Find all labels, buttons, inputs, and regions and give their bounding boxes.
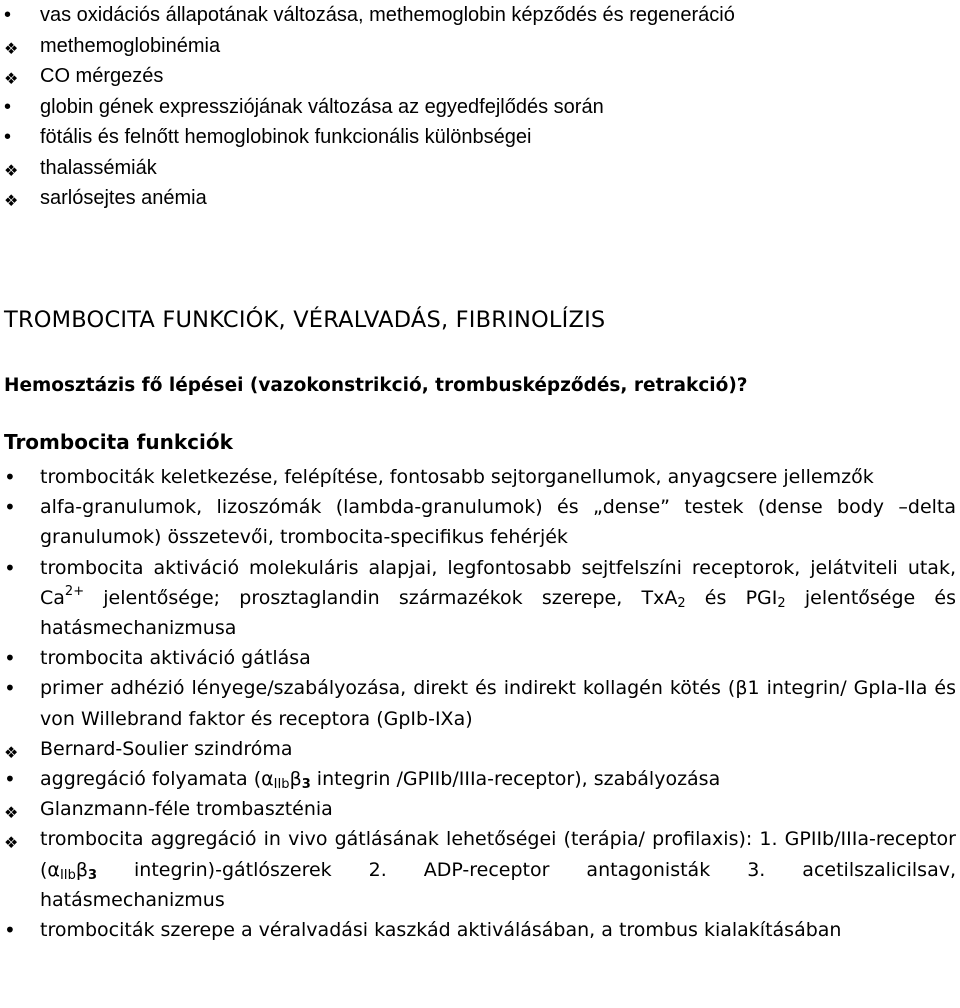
text-part: aggregáció folyamata (α (40, 768, 274, 791)
list-item-text: methemoglobinémia (40, 34, 221, 57)
list-item-text: sarlósejtes anémia (40, 187, 207, 209)
list-item (0, 61, 950, 92)
list-item (0, 0, 950, 31)
list-item-text: vas oxidációs állapotának változása, methemoglobin képződés és regeneráció (40, 4, 735, 26)
text-part: és PGI (685, 586, 778, 609)
list-item (0, 673, 956, 733)
diamond-bullet-icon: ❖ (4, 833, 18, 853)
bullet-icon: • (4, 95, 12, 118)
list-item (0, 824, 956, 915)
list-item-text: CO mérgezés (40, 65, 164, 87)
text-part: trombocita aggregáció in vivo gátlásának lehetőségei (terápia/ profilaxis): 1. GPIIb/IIIa-receptor (α (40, 828, 956, 881)
list-item-text (40, 824, 956, 915)
superscript: 2+ (64, 583, 85, 599)
diamond-bullet-icon: ❖ (4, 162, 18, 180)
text-part: jelentősége és hatásmechanizmusa (40, 586, 957, 640)
text-part: β (289, 768, 302, 791)
bullet-icon: • (4, 646, 16, 671)
subscript: 2 (677, 595, 686, 611)
list-item-text: fötális és felnőtt hemoglobinok funkcionális különbségei (40, 126, 532, 148)
bullet-icon: • (4, 126, 12, 148)
list-item (0, 92, 950, 123)
list-item-text: Bernard-Soulier szindróma (40, 737, 293, 760)
list-item-text: primer adhézió lényege/szabályozása, direkt és indirekt kollagén kötés (β1 integrin/ GpIa-IIa és von Willebrand faktor és receptora (GpIb-IXa) (40, 677, 956, 730)
list-item (0, 553, 956, 644)
bullet-icon: • (4, 676, 16, 701)
list-item (0, 31, 950, 62)
list-item (0, 462, 956, 492)
diamond-bullet-icon: ❖ (4, 71, 18, 88)
text-part: trombocita aktiváció molekuláris alapjai, legfontosabb sejtfelszíni receptorok, jelátviteli utak, Ca (40, 556, 956, 609)
list-item (0, 153, 950, 184)
subscript: 2 (777, 595, 786, 611)
list-item-text: thalassémiák (40, 156, 157, 179)
trombocita-functions-heading: Trombocita funkciók (4, 430, 233, 454)
subscript: IIb (59, 867, 76, 883)
bullet-icon: • (4, 4, 12, 26)
section-title: TROMBOCITA FUNKCIÓK, VÉRALVADÁS, FIBRINOLÍZIS (4, 307, 606, 333)
bullet-icon: • (4, 465, 16, 489)
diamond-bullet-icon: ❖ (4, 742, 18, 762)
subscript: 3 (301, 777, 311, 793)
trombocita-topic-list (0, 462, 956, 945)
list-item (0, 492, 956, 552)
text-part: integrin /GPIIb/IIIa-receptor), szabályozása (310, 768, 721, 791)
hemostasis-heading: Hemosztázis fő lépései (vazokonstrikció, trombusképződés, retrakció)? (4, 375, 748, 396)
list-item (0, 734, 956, 764)
list-item-text: trombociták szerepe a véralvadási kaszkád aktiválásában, a trombus kialakításában (40, 919, 842, 942)
text-part: jelentősége; prosztaglandin származékok szerepe, TxA (84, 586, 678, 609)
bullet-icon: • (4, 767, 16, 792)
list-item-text: Glanzmann-féle trombaszténia (40, 798, 333, 821)
list-item-text: trombociták keletkezése, felépítése, fontosabb sejtorganellumok, anyagcsere jellemzők (40, 466, 874, 488)
list-item (0, 183, 950, 214)
list-item (0, 794, 956, 824)
list-item (0, 764, 956, 794)
hemoglobin-topic-list (0, 0, 950, 214)
list-item-text: alfa-granulumok, lizoszómák (lambda-granulumok) és „dense” testek (dense body –delta granulumok) összetevői, trombocita-specifikus fehérjék (40, 496, 956, 549)
bullet-icon: • (4, 555, 16, 580)
list-item-text (40, 553, 956, 644)
subscript: 3 (88, 867, 98, 883)
list-item (0, 915, 956, 945)
list-item (0, 122, 950, 153)
diamond-bullet-icon: ❖ (4, 803, 18, 823)
list-item-text: globin gének expressziójának változása az egyedfejlődés során (40, 95, 604, 118)
diamond-bullet-icon: ❖ (4, 40, 18, 58)
diamond-bullet-icon: ❖ (4, 193, 18, 210)
bullet-icon: • (4, 495, 16, 520)
list-item-text: trombocita aktiváció gátlása (40, 647, 311, 670)
list-item-text (40, 764, 956, 794)
bullet-icon: • (4, 918, 16, 943)
subscript: IIb (273, 777, 290, 793)
text-part: integrin)-gátlószerek 2. ADP-receptor antagonisták 3. acetilszalicilsav, hatásmechanizmus (40, 858, 956, 911)
list-item (0, 643, 956, 673)
text-part: β (75, 858, 88, 881)
